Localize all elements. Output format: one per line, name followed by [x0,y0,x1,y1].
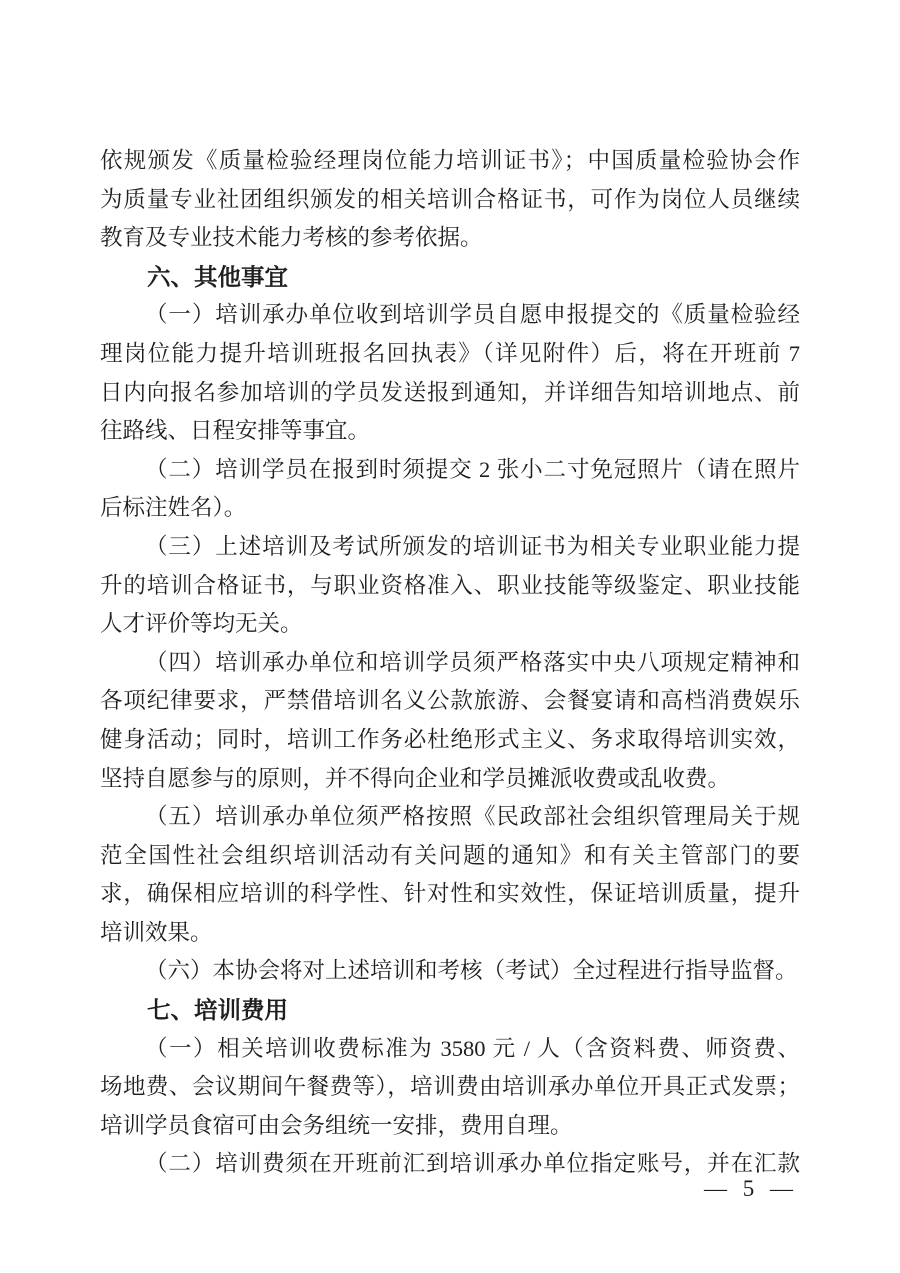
text-line: （一）相关培训收费标准为 3580 元 / 人（含资料费、师资费、 [145,1035,800,1061]
section-heading: 七、培训费用 [147,997,288,1024]
document-body [100,142,800,1184]
text-line: （六）本协会将对上述培训和考核（考试）全过程进行指导监督。 [145,958,798,984]
text-line: 后标注姓名）。 [100,495,247,521]
text-line: 各项纪律要求，严禁借培训名义公款旅游、会餐宴请和高档消费娱乐 [100,688,800,714]
text-line: （五）培训承办单位须严格按照《民政部社会组织管理局关于规 [145,804,800,830]
text-line: 往路线、日程安排等事宜。 [100,418,371,444]
text-line: （一）培训承办单位收到培训学员自愿申报提交的《质量检验经 [145,302,800,328]
text-line: 求，确保相应培训的科学性、针对性和实效性，保证培训质量，提升 [100,881,800,907]
text-line: 健身活动；同时，培训工作务必杜绝形式主义、务求取得培训实效， [100,726,800,752]
text-line: 人才评价等均无关。 [100,611,303,637]
text-line: 场地费、会议期间午餐费等），培训费由培训承办单位开具正式发票； [100,1074,800,1100]
text-line: 为质量专业社团组织颁发的相关培训合格证书，可作为岗位人员继续 [100,186,800,212]
section-heading: 六、其他事宜 [147,263,288,290]
text-line: 范全国性社会组织培训活动有关问题的通知》和有关主管部门的要 [100,842,800,868]
text-line: 教育及专业技术能力考核的参考依据。 [100,225,483,251]
text-line: （三）上述培训及考试所颁发的培训证书为相关专业职业能力提 [145,533,800,559]
text-line: （二）培训费须在开班前汇到培训承办单位指定账号，并在汇款 [145,1151,800,1177]
text-line: 升的培训合格证书，与职业资格准入、职业技能等级鉴定、职业技能 [100,572,800,598]
text-line: （二）培训学员在报到时须提交 2 张小二寸免冠照片（请在照片 [145,456,800,482]
text-line: 培训效果。 [100,919,213,945]
text-line: 培训学员食宿可由会务组统一安排，费用自理。 [100,1112,573,1138]
text-line: 坚持自愿参与的原则，并不得向企业和学员摊派收费或乱收费。 [100,765,731,791]
text-line: （四）培训承办单位和培训学员须严格落实中央八项规定精神和 [145,649,800,675]
text-line: 依规颁发《质量检验经理岗位能力培训证书》；中国质量检验协会作 [100,148,800,173]
text-line: 理岗位能力提升培训班报名回执表》（详见附件）后，将在开班前 7 [100,340,800,366]
page-number: — 5 — [704,1176,798,1201]
text-line: 日内向报名参加培训的学员发送报到通知，并详细告知培训地点、前 [100,379,800,405]
